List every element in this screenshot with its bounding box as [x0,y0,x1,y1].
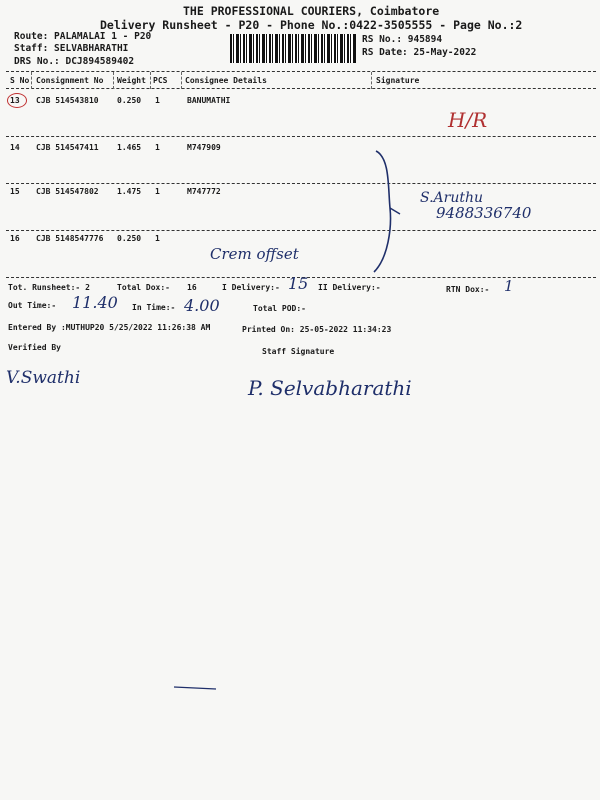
row-rule [6,183,596,184]
staff-label: Staff: SELVABHARATHI [14,43,129,54]
col-sep [181,72,182,89]
col-pcs: PCS [153,76,168,85]
barcode [230,34,356,63]
table-top-rule [6,71,596,72]
total-dox-label: Total Dox:- [117,283,170,292]
rtn-dox-value: 1 [504,277,514,295]
row-consignee: M747909 [187,143,221,152]
i-delivery-label: I Delivery:- [222,283,280,292]
rs-number: RS No.: 945894 [362,34,443,45]
row-sno: 15 [10,187,20,196]
row-consignment: CJB 5148547776 [36,234,104,243]
staff-signature: P. Selvabharathi [248,376,412,400]
out-time-label: Out Time:- [8,301,57,310]
i-delivery-value: 15 [288,274,309,293]
row-pcs: 1 [155,187,160,196]
verified-signature: V.Swathi [6,368,81,388]
row-pcs: 1 [155,143,160,152]
row-consignment: CJB 514547411 [36,143,99,152]
runsheet-subtitle: Delivery Runsheet - P20 - Phone No.:0422-3505555 - Page No.:2 [100,18,523,32]
row-sno: 16 [10,234,20,243]
col-weight: Weight [117,76,146,85]
out-time-value: 11.40 [72,293,118,312]
row-consignee: M747772 [187,187,221,196]
row-consignment: CJB 514543810 [36,96,99,105]
row-weight: 1.465 [117,143,142,152]
row-signature: H/R [448,108,488,132]
rtn-dox-label: RTN Dox:- [446,285,490,294]
ii-delivery-label: II Delivery:- [318,283,381,292]
rs-date: RS Date: 25-May-2022 [362,47,477,58]
company-title: THE PROFESSIONAL COURIERS, Coimbatore [183,4,440,18]
drs-number: DRS No.: DCJ894589402 [14,56,135,67]
row-consignment: CJB 514547802 [36,187,99,196]
col-consignment: Consignment No [36,76,104,85]
row-rule [6,136,596,137]
row-pcs: 1 [155,234,160,243]
staff-signature-label: Staff Signature [262,347,335,356]
col-sep [150,72,151,89]
in-time-value: 4.00 [184,296,220,315]
printed-on: Printed On: 25-05-2022 11:34:23 [242,325,392,334]
route-label: Route: PALAMALAI 1 - P20 [14,31,152,42]
table-header-rule [6,88,596,89]
col-signature: Signature [376,76,420,85]
row-sno: 13 [10,96,20,105]
row-consignee: BANUMATHI [187,96,231,105]
row-weight: 0.250 [117,234,142,243]
col-consignee: Consignee Details [185,76,267,85]
handwritten-note: Crem offset [210,245,299,263]
row-sno: 14 [10,143,20,152]
row-weight: 0.250 [117,96,142,105]
col-sep [31,72,32,89]
pen-mark [172,684,218,692]
entered-by: Entered By :MUTHUP20 5/25/2022 11:26:38 AM [8,323,211,332]
row-signature: S.Aruthu [420,190,484,206]
bracket-mark [372,148,406,276]
col-sno: S No [10,76,30,85]
verified-by-label: Verified By [8,343,61,352]
row-weight: 1.475 [117,187,142,196]
tot-runsheet: Tot. Runsheet:- 2 [8,283,90,292]
handwritten-phone: 9488336740 [436,204,532,222]
row-rule [6,230,596,231]
col-sep [113,72,114,89]
in-time-label: In Time:- [132,303,176,312]
total-dox-value: 16 [187,283,197,292]
row-pcs: 1 [155,96,160,105]
col-sep [371,72,372,89]
total-pod-label: Total POD:- [253,304,306,313]
